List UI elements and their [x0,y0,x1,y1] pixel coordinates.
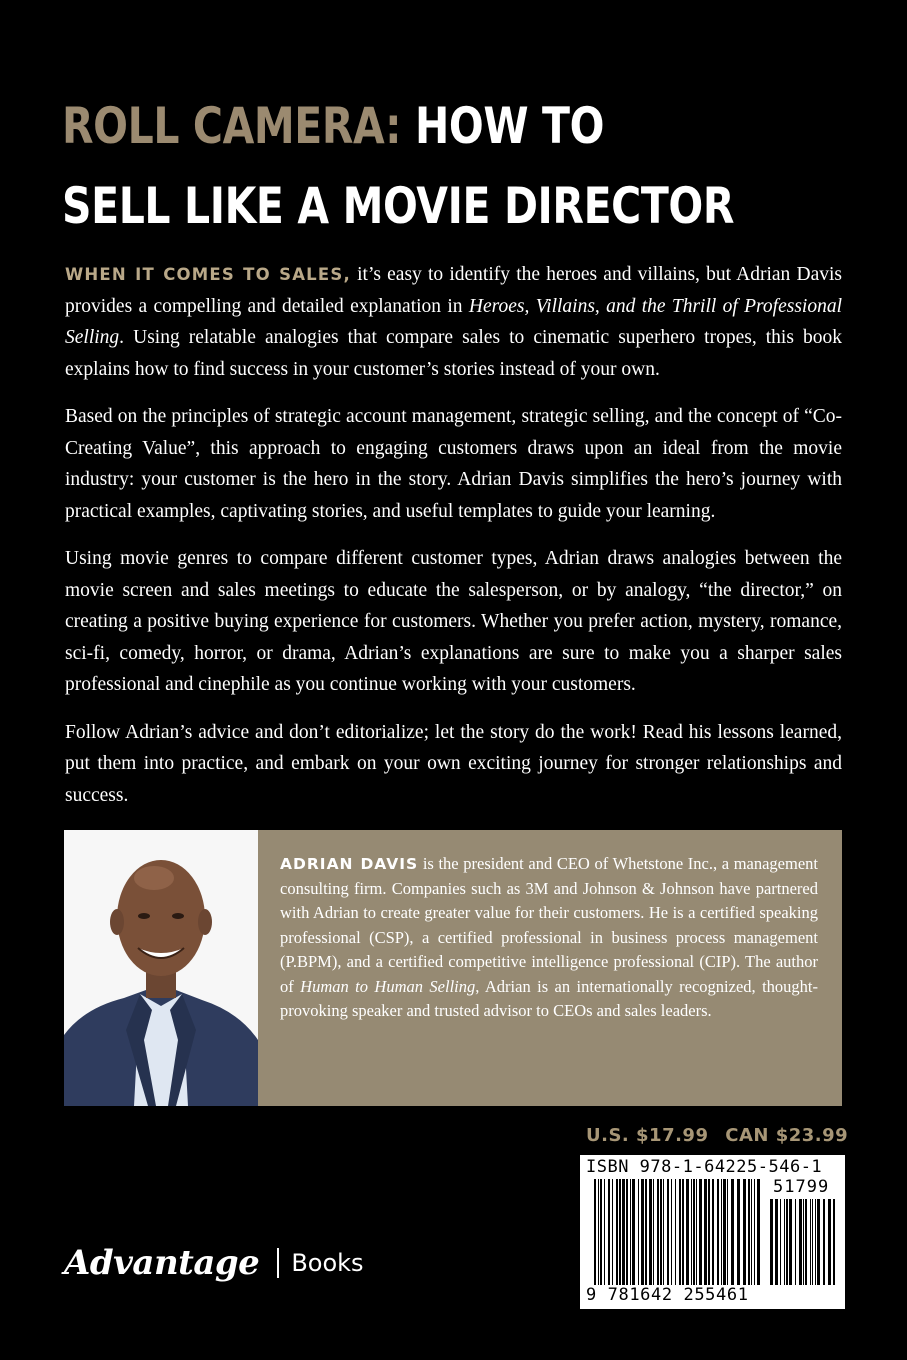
barcode-bar [622,1179,625,1285]
barcode-bars-addon [770,1199,838,1285]
barcode-bar [675,1179,676,1285]
barcode-bar [799,1199,802,1285]
price-can: CAN $23.99 [725,1125,849,1146]
price-line [586,1125,849,1146]
barcode-bar [653,1179,654,1285]
barcode-bar [795,1199,796,1285]
barcode-bar [780,1199,781,1285]
barcode-bar [704,1179,707,1285]
bio-text-a: is the president and CEO of Whetstone Inc., a management consulting firm. Companies such as 3M and Johnson & Johnson have partnered with Adrian to create greater value for their customers. He is a certified speaking professional (CSP), a certified professional in business process management (P.BPM), and a certified competitive intelligence professional (CIP). The author of [280,854,818,996]
barcode-bar [805,1199,807,1285]
title-part-1: HOW TO [414,97,605,155]
isbn-label: ISBN 978-1-64225-546-1 [586,1157,823,1177]
barcode-bar [823,1199,825,1285]
barcode-bar [686,1179,689,1285]
barcode-bar [626,1179,628,1285]
bio-text-b: , Adrian is an internationally recognized, thought-provoking speaker and trusted advisor to CEOs and sales leaders. [280,976,818,1020]
barcode-addon-code: 51799 [773,1177,830,1197]
barcode-bars-main [594,1179,762,1285]
barcode-bar [815,1199,816,1285]
barcode-bar [786,1199,788,1285]
barcode-bar [757,1179,760,1285]
barcode-bar [638,1179,639,1285]
barcode-bar [743,1179,746,1285]
paragraph-4: Follow Adrian’s advice and don’t editorialize; let the story do the work! Read his lessons learned, put them into practice, and embark on your own exciting journey for stronger relationships and success. [65,721,842,806]
ean-digits: 9 781642 255461 [586,1285,749,1305]
barcode-bar [731,1179,734,1285]
barcode-bar [600,1179,602,1285]
barcode-bar [649,1179,652,1285]
barcode-bar [770,1199,773,1285]
bio-book-title: Human to Human Selling [300,976,476,996]
barcode-bar [641,1179,644,1285]
barcode-bar [598,1179,599,1285]
barcode-bar [679,1179,681,1285]
barcode-bar [671,1179,672,1285]
barcode-bar [810,1199,811,1285]
price-us: U.S. $17.99 [586,1125,709,1146]
barcode-bar [721,1179,722,1285]
barcode-bar [682,1179,684,1285]
barcode-bar [660,1179,662,1285]
publisher-logo-word: Advantage [64,1243,260,1283]
barcode-bar [817,1199,820,1285]
barcode-bar [632,1179,635,1285]
barcode-bar [693,1179,695,1285]
barcode-bar [663,1179,664,1285]
barcode-bar [594,1179,596,1285]
barcode-bar [616,1179,618,1285]
barcode-bar [833,1199,835,1285]
barcode-bar [657,1179,659,1285]
barcode-bar [608,1179,610,1285]
barcode-bar [691,1179,692,1285]
paragraph-1-text-a: it’s easy to identify the heroes and villains, but Adrian Davis provides a compelling and detailed explanation in [65,264,842,317]
publisher-logo [64,1228,364,1298]
author-bio-box [64,830,842,1106]
barcode-bar [737,1179,740,1285]
author-bio [258,830,842,1106]
logo-divider [277,1248,279,1278]
book-title-reference: Heroes, Villains, and the Thrill of Professional Selling [65,295,842,348]
barcode-bar [812,1199,813,1285]
paragraph-2: Based on the principles of strategic account management, strategic selling, and the concept of “Co-Creating Value”, this approach to engaging customers draws upon an ideal from the movie industry: your customer is the hero in the story. Adrian Davis simplifies the hero’s journey with practical examples, captivating stories, and useful templates to guide your learning. [65,406,842,522]
paragraph-3: Using movie genres to compare different customer types, Adrian draws analogies between the movie screen and sales meetings to educate the salesperson, or by analogy, “the director,” on creating a positive buying experience for customers. Whether you prefer action, mystery, romance, sci-fi, comedy, horror, or drama, Adrian’s explanations are sure to make you a sharper sales professional and cinephile as you continue working with your customers. [65,548,842,695]
author-portrait-illustration [64,830,258,1106]
barcode-bar [748,1179,750,1285]
barcode-bar [667,1179,669,1285]
author-photo [64,830,258,1106]
barcode-bar [828,1199,831,1285]
paragraph-1 [65,259,842,385]
barcode-bar [696,1179,697,1285]
title-line-2: SELL LIKE A MOVIE DIRECTOR [62,177,735,235]
barcode-bar [784,1199,785,1285]
publisher-imprint: Books [291,1249,364,1277]
barcode-bar [699,1179,702,1285]
lead-in: WHEN IT COMES TO SALES, [65,265,351,284]
barcode-bar [775,1199,778,1285]
paragraph-1-text-b: . Using relatable analogies that compare sales to cinematic superhero tropes, this book explains how to find success in your customer’s stories instead of your own. [65,327,842,380]
title-accent: ROLL CAMERA: [62,97,402,155]
barcode-bar [630,1179,631,1285]
barcode-bar [619,1179,621,1285]
barcode-bar [645,1179,647,1285]
barcode-bar [751,1179,752,1285]
barcode-bar [708,1179,710,1285]
barcode-bar [604,1179,605,1285]
barcode-bar [803,1199,804,1285]
barcode-bar [723,1179,726,1285]
barcode-bar [727,1179,728,1285]
barcode-bar [789,1199,792,1285]
barcode-bar [717,1179,719,1285]
author-name: ADRIAN DAVIS [280,855,419,873]
description [65,259,842,827]
barcode-bar [754,1179,755,1285]
barcode-bar [712,1179,714,1285]
cover-title [62,86,735,246]
barcode-bar [612,1179,613,1285]
isbn-barcode [580,1155,845,1309]
